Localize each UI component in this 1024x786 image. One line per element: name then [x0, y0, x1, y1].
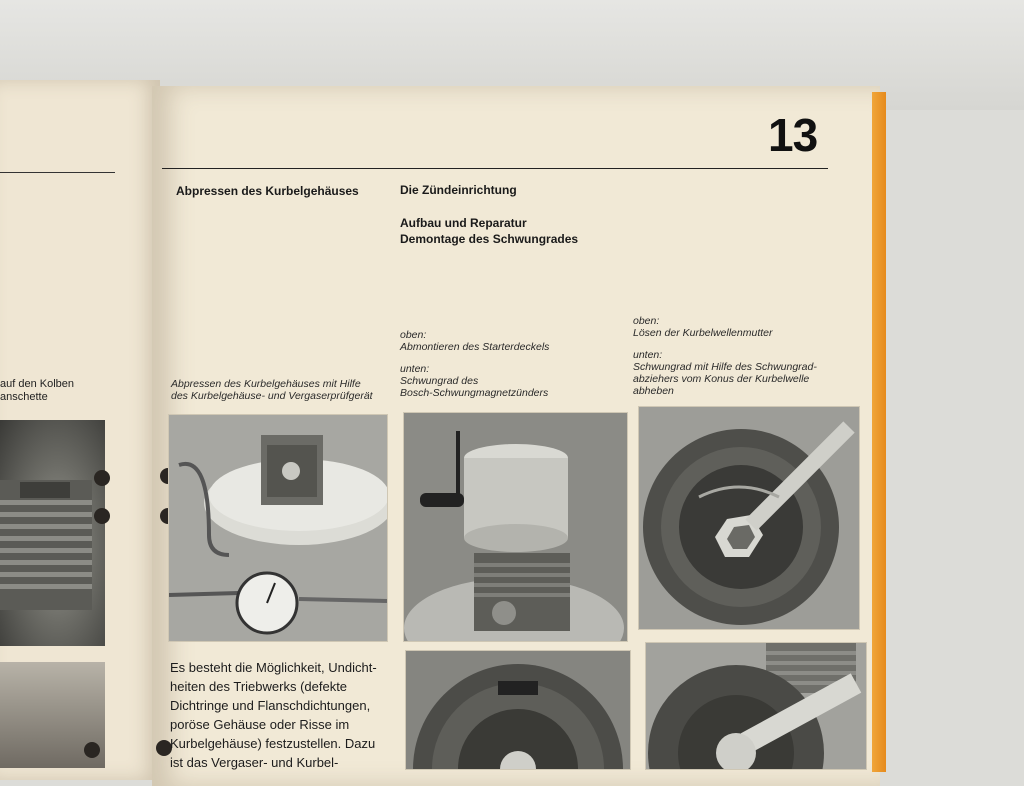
- heading-aufbau: Aufbau und Reparatur: [400, 216, 527, 230]
- left-page-rule: [0, 172, 115, 173]
- body-line-1: Es besteht die Möglichkeit, Undicht-: [170, 660, 377, 675]
- body-line-4: poröse Gehäuse oder Risse im: [170, 717, 350, 732]
- photo-starter-cover: [403, 412, 628, 642]
- caption-col2-unten-text-2: Bosch-Schwungmagnetzünders: [400, 387, 549, 399]
- heading-demontage: Demontage des Schwungrades: [400, 232, 579, 246]
- photo-flywheel: [405, 650, 631, 770]
- body-line-3: Dichtringe und Flanschdichtungen,: [170, 698, 371, 713]
- header-rule: [162, 168, 828, 169]
- caption-col2-oben-label: oben:: [400, 329, 427, 341]
- left-caption-line-1: auf den Kolben: [0, 378, 75, 390]
- caption-col3-unten-text-3: abheben: [633, 385, 674, 397]
- heading-zuendeinrichtung: Die Zündeinrichtung: [400, 183, 517, 197]
- caption-col1-line-1: Abpressen des Kurbelgehäuses mit Hilfe: [171, 378, 361, 390]
- caption-col2: [400, 329, 549, 399]
- caption-col3-unten-text-1: Schwungrad mit Hilfe des Schwungrad-: [633, 361, 817, 373]
- left-caption-line-2: anschette: [0, 391, 48, 403]
- page-number: 13: [768, 109, 818, 161]
- caption-col3-oben-label: oben:: [633, 315, 660, 327]
- left-page: [0, 80, 160, 780]
- caption-col3: [633, 315, 817, 397]
- heading-abpressen: Abpressen des Kurbelgehäuses: [176, 184, 359, 198]
- caption-col1: [171, 378, 373, 402]
- caption-col3-oben-text: Lösen der Kurbelwellenmutter: [633, 327, 773, 339]
- body-line-6: ist das Vergaser- und Kurbel-: [170, 755, 339, 770]
- body-line-5: Kurbelgehäuse) festzustellen. Dazu: [170, 736, 376, 751]
- binding-hole: [94, 508, 110, 524]
- binding-hole: [84, 742, 100, 758]
- left-photo-engine-cylinder: [0, 420, 105, 646]
- photo-flywheel-puller: [645, 642, 867, 770]
- photo-crankshaft-nut: [638, 406, 860, 630]
- caption-col2-unten-text-1: Schwungrad des: [400, 375, 479, 387]
- photo-pressure-test: [168, 414, 388, 642]
- caption-col2-unten-label: unten:: [400, 363, 430, 375]
- left-page-caption: [0, 378, 74, 404]
- caption-col2-oben-text: Abmontieren des Starterdeckels: [400, 341, 550, 353]
- body-paragraph: [170, 658, 390, 772]
- caption-col1-line-2: des Kurbelgehäuse- und Vergaserprüfgerät: [171, 390, 373, 402]
- body-line-2: heiten des Triebwerks (defekte: [170, 679, 348, 694]
- caption-col3-unten-label: unten:: [633, 349, 663, 361]
- orange-cover-edge: [872, 92, 886, 772]
- binding-hole: [94, 470, 110, 486]
- caption-col3-unten-text-2: abziehers vom Konus der Kurbelwelle: [633, 373, 810, 385]
